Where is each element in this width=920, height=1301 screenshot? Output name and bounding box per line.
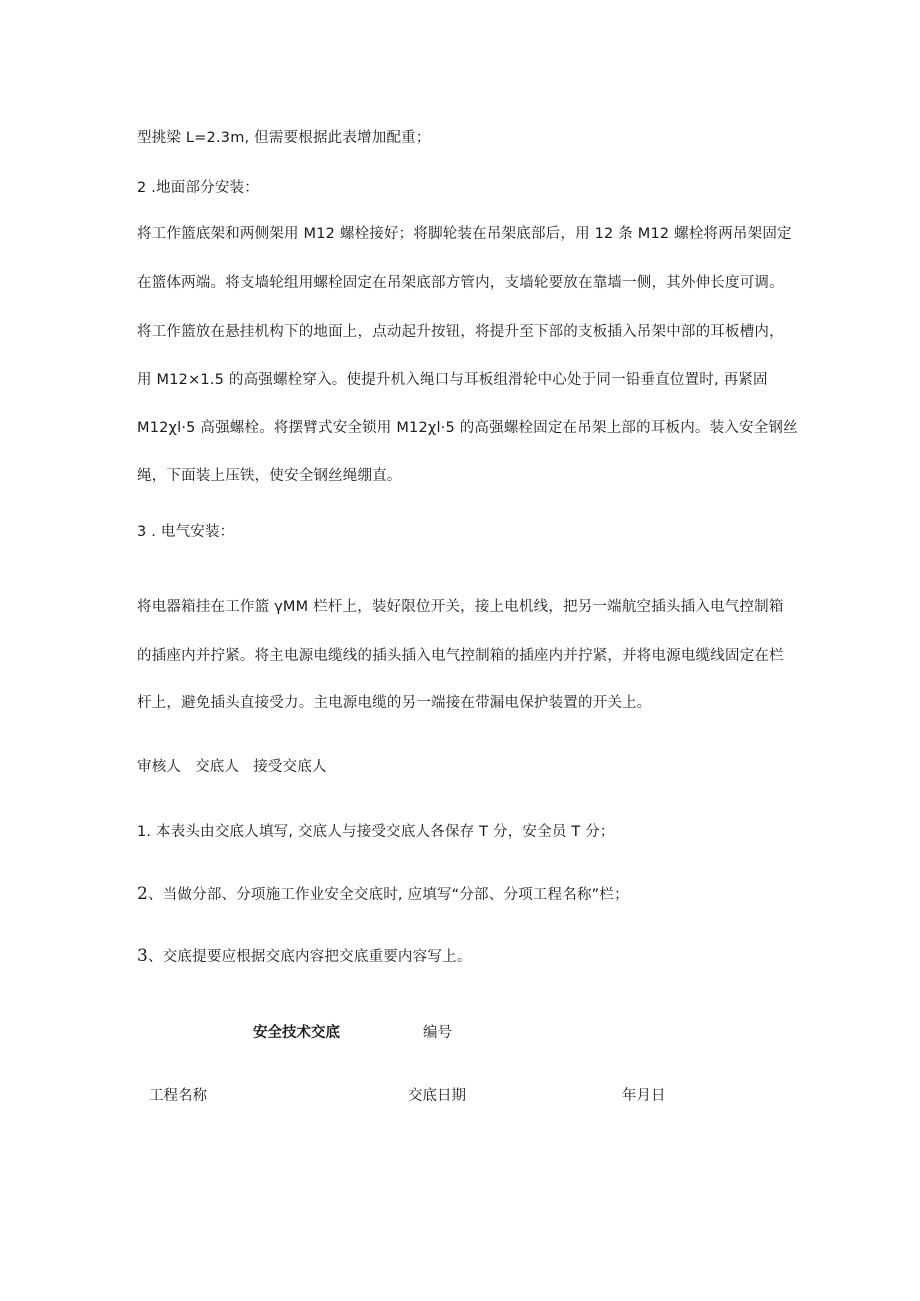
section-number: 3 xyxy=(137,524,147,540)
note-3 xyxy=(137,946,471,967)
note-number: 3 xyxy=(137,946,149,966)
paragraph-line-7: 绳，下面装上压铁，使安全钢丝绳绷直。 xyxy=(137,468,402,484)
note-text: 、交底提要应根据交底内容把交底重要内容写上。 xyxy=(148,949,472,965)
paragraph-line-1: 型挑梁 L=2.3m, 但需要根据此表增加配重； xyxy=(137,130,431,146)
note-1: 1. 本表头由交底人填写, 交底人与接受交底人各保存 T 分，安全员 T 分； xyxy=(137,824,615,840)
signature-row xyxy=(137,757,327,777)
note-2 xyxy=(137,884,629,905)
paragraph-line-9: 的插座内并拧紧。将主电源电缆线的插头插入电气控制箱的插座内并拧紧，并将电源电缆线固定在栏 xyxy=(137,648,784,664)
paragraph-line-8: 将电器箱挂在工作篮 γMM 栏杆上，装好限位开关，接上电机线，把另一端航空插头插入电气控制箱 xyxy=(137,599,784,615)
form-title: 安全技术交底 xyxy=(253,1025,340,1041)
section-title: . 电气安装： xyxy=(146,524,235,540)
section-title: .地面部分安装： xyxy=(146,180,259,196)
note-number: 2 xyxy=(137,884,149,904)
section-number: 2 xyxy=(137,180,147,196)
project-name-label: 工程名称 xyxy=(149,1088,207,1104)
discloser-label: 交底人 xyxy=(195,759,240,775)
note-text: 、当做分部、分项施工作业安全交底时, 应填写“分部、分项工程名称”栏； xyxy=(148,887,629,903)
paragraph-line-5: 用 M12×1.5 的高强螺栓穿入。使提升机入绳口与耳板组滑轮中心处于同一铅垂直位置时, 再紧固 xyxy=(137,372,768,388)
section-heading-2 xyxy=(137,178,259,198)
section-heading-3 xyxy=(137,522,234,542)
paragraph-line-4: 将工作篮放在悬挂机构下的地面上，点动起升按钮，将提升至下部的支板插入吊架中部的耳板槽内， xyxy=(137,324,784,340)
number-label: 编号 xyxy=(423,1025,452,1041)
reviewer-label: 审核人 xyxy=(137,759,182,775)
paragraph-line-6: M12χl·5 高强螺栓。将摆臂式安全锁用 M12χl·5 的高强螺栓固定在吊架上部的耳板内。装入安全钢丝 xyxy=(137,420,798,436)
date-value: 年月日 xyxy=(622,1088,666,1104)
receiver-label: 接受交底人 xyxy=(253,759,327,775)
date-label: 交底日期 xyxy=(408,1088,466,1104)
paragraph-line-10: 杆上，避免插头直接受力。主电源电缆的另一端接在带漏电保护装置的开关上。 xyxy=(137,695,652,711)
paragraph-line-3: 在篮体两端。将支墙轮组用螺栓固定在吊架底部方管内，支墙轮要放在靠墙一侧，其外伸长度可调。 xyxy=(137,275,784,291)
paragraph-line-2: 将工作篮底架和两侧架用 M12 螺栓接好；将脚轮装在吊架底部后，用 12 条 M12 螺栓将两吊架固定 xyxy=(137,226,792,242)
